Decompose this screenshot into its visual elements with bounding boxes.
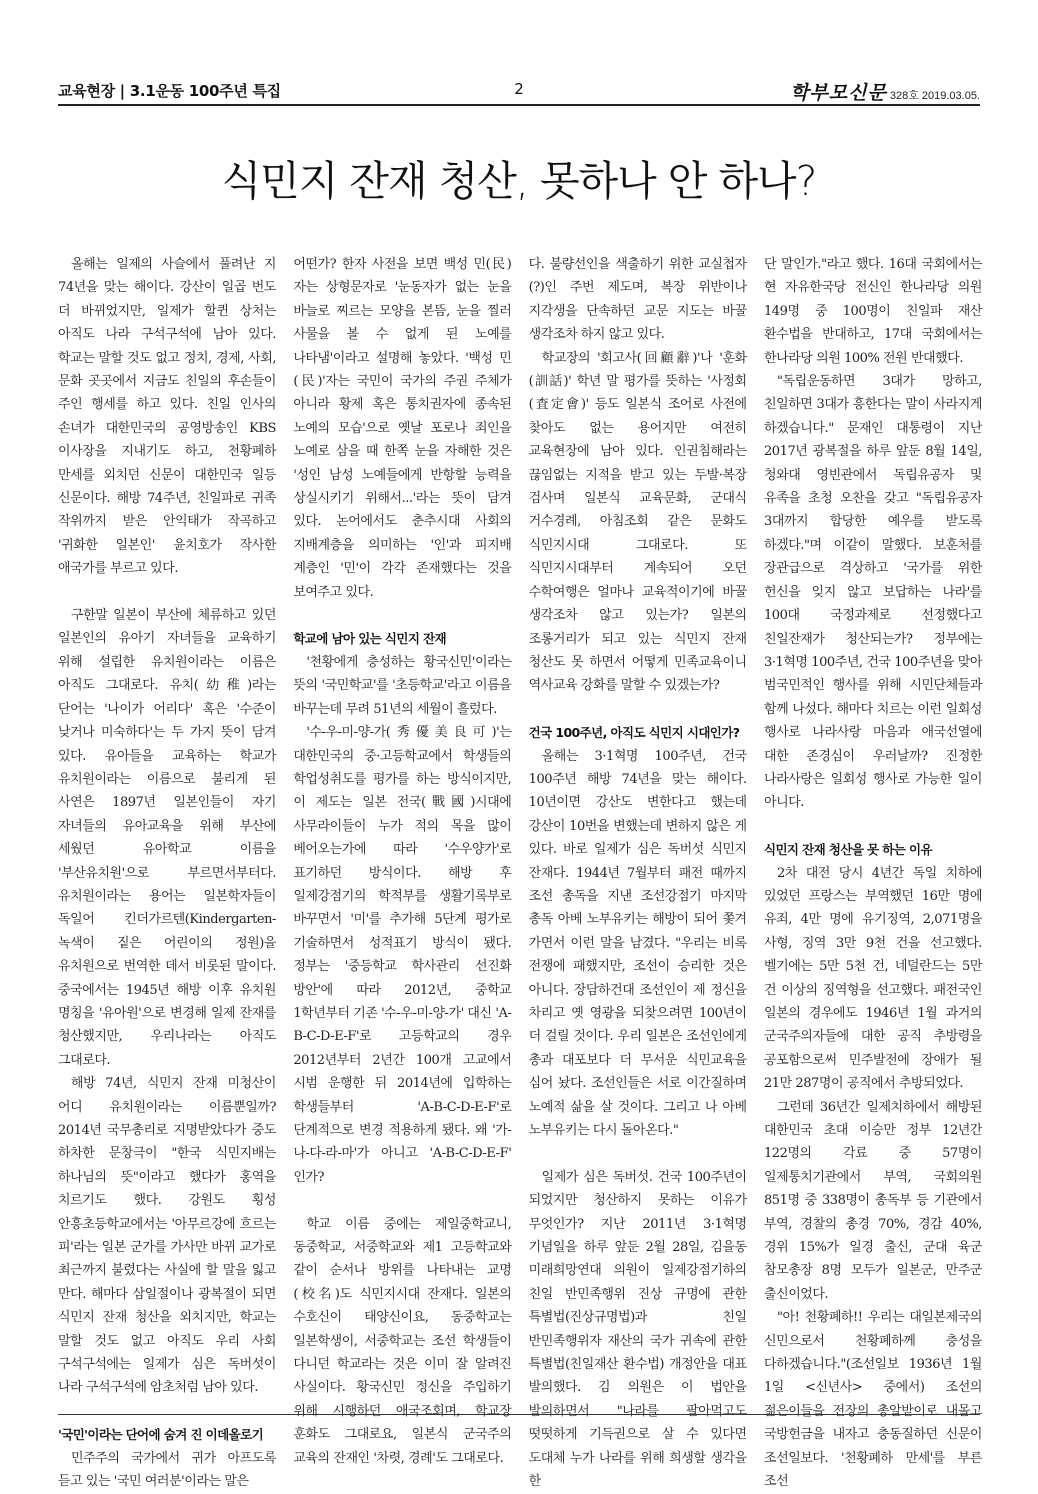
paragraph-spacer (58, 581, 276, 604)
paragraph: 해방 74년, 식민지 잔재 미청산이 어디 유치원이라는 이름뿐일까? 2014년 국무총리로 지명받았다가 중도 하차한 문창극이 "한국 식민지배는 하나님의 뜻"이라고 했다가 홍역을 치르기도 했다. 강원도 횡성 안흥초등학교에서는 '아무르강에 흐르는 피'라는 일본 군가를 가사만 바뀌 교가로 최근까지 불렸다는 사실에 할 말을 잃고 만다. 해마다 삼일절이나 광복절이 되면 식민지 잔재 청산을 외치지만, 학교는 말할 것도 없고 아직도 우리 사회 구석구석에는 일제가 심은 독버섯이 나라 구석구석에 암초처럼 남아 있다. (58, 1076, 276, 1396)
subheading: 학교에 남아 있는 식민지 잔재 (293, 631, 447, 647)
newspaper-logo: 학부모신문 (790, 82, 887, 104)
masthead (790, 78, 980, 105)
footer-rule (58, 1414, 980, 1415)
paragraph: '천황에게 충성하는 황국신민'이라는 뜻의 '국민학교'를 '초등학교'라고 이름을 바꾸는데 무려 51년의 세월이 흘렀다. (293, 654, 512, 717)
paragraph: 민주주의 국가에서 귀가 아프도록 듣고 있는 '국민 여러분'이라는 말은 (58, 1450, 276, 1490)
paragraph-spacer (529, 698, 747, 721)
header-rule (58, 104, 980, 106)
paragraph: 일제가 심은 독버섯. 건국 100주년이 되었지만 청산하지 못하는 이유가 무엇인가? 지난 2011년 3·1혁명 기념일을 하루 앞둔 2월 28일, 김을동 미래희망연대 의원이 일제강점기하의 친일 반민족행위 진상 규명에 관한 특별법(진상규명법)과 친일 반민족행위자 재산의 국가 귀속에 관한 특별법(친일재산 환수법) 개정안을 대표 발의했다. 김 의원은 이 법안을 발의하면서 "나라를 팔아먹고도 떳떳하게 기득권으로 살 수 있다면 도대체 누가 나라를 위해 희생할 생각을 한 (528, 1169, 747, 1490)
issue-date: 328호 2019.03.05. (889, 90, 980, 102)
subheading: '국민'이라는 단어에 숨겨 진 이데올로기 (58, 1427, 264, 1443)
paragraph: 어떤가? 한자 사전을 보면 백성 민(民)자는 상형문자로 '눈동자가 없는 눈을 바늘로 찌르는 모양을 본뜸, 눈을 찔러 사물을 볼 수 없게 된 노예를 나타냄'이라고 설명해 놓았다. '백성 민(民)'자는 국민이 국가의 주권 주체가 아니라 황제 혹은 통치권자에 종속된 노예의 모습'으로 옛날 포로나 죄인을 노예로 삼을 때 한쪽 눈을 자해한 것은 '성인 남성 노예들에게 반항할 능력을 상실시키기 위해서...'라는 뜻이 담겨 있다. 논어에서도 춘추시대 사회의 지배계층을 의미하는 '인'과 피지배 계층인 '민'이 각각 존재했다는 것을 보여주고 있다. (293, 257, 512, 600)
paragraph: '수-우-미-양-가(秀優美良可)'는 대한민국의 중·고등학교에서 학생들의 학업성취도를 평가를 하는 방식이지만, 이 제도는 일본 전국(戰國)시대에 사무라이들이 누가 적의 목을 많이 베어오는가에 따라 '수우양가'로 표기하던 방식이다. 해방 후 일제강점기의 학적부를 생활기록부로 바꾸면서 '미'를 추가해 5단계 평가로 기술하면서 성적표기 방식이 됐다. 정부는 '중등학교 학사관리 선진화 방안'에 따라 2012년, 중학교 1학년부터 기존 '수-우-미-양-가' 대신 'A-B-C-D-E-F'로 고등학교의 경우 2012년부터 2년간 100개 고교에서 시범 운행한 뒤 2014년에 입학하는 학생들부터 'A-B-C-D-E-F'로 단계적으로 변경 적용하게 됐다. 왜 '가-나-다-라-마'가 아니고 'A-B-C-D-E-F' 인가? (293, 725, 512, 1185)
article-column-4 (763, 253, 982, 1490)
paragraph: 학교 이름 중에는 제일중학교니, 동중학교, 서중학교와 제1 고등학교와 같이 순서나 방위를 나타내는 교명(校名)도 식민지시대 잔재다. 일본의 수호신이 태양신이요, 동중학교는 일본학생이, 서중학교는 조선 학생들이 다니던 학교라는 것은 이미 잘 알려진 사실이다. 황국신민 정신을 주입하기 위해 시행하던 애국조회며, 학교장 훈화도 그대로요, 일본식 군국주의 교육의 잔재인 '차렷, 경례'도 그대로다. (293, 1216, 512, 1466)
page-header (58, 80, 980, 106)
paragraph-spacer (293, 604, 511, 627)
subheading: 식민지 잔재 청산을 못 하는 이유 (763, 842, 932, 858)
page-number: 2 (514, 80, 524, 98)
section-label: 교육현장 | 3.1운동 100주년 특집 (58, 82, 281, 100)
article-column-3 (528, 253, 747, 1490)
subheading: 건국 100주년, 아직도 식민지 시대인가? (528, 725, 740, 741)
article-column-2 (293, 253, 512, 1466)
paragraph: 다. 불량선인을 색출하기 위한 교실첩자(?)인 주번 제도며, 복장 위반이나 지각생을 단속하던 교문 지도는 바꿀 생각조차 하지 않고 있다. (528, 257, 747, 343)
paragraph-spacer (529, 1142, 747, 1165)
paragraph: 올해는 일제의 사슬에서 풀려난 지 74년을 맞는 해이다. 강산이 일곱 번도 더 바뀌었지만, 일제가 할퀸 상처는 아직도 나라 구석구석에 남아 있다. 학교는 말할 것도 없고 정치, 경제, 사회, 문화 곳곳에서 지금도 친일의 후손들이 주인 행세를 하고 있다. 친일 인사의 손녀가 대한민국의 공영방송인 KBS 이사장을 지내기도 하고, 천황폐하 만세를 외치던 신문이 대한민국 일등 신문이다. 해방 74주년, 친일파로 귀족 작위까지 받은 안익태가 작곡하고 '귀화한 일본인' 윤치호가 작사한 애국가를 부르고 있다. (58, 257, 276, 577)
paragraph: 구한말 일본이 부산에 체류하고 있던 일본인의 유아기 자녀들을 교육하기 위해 설립한 유치원이라는 이름은 아직도 그대로다. 유치(幼稚)라는 단어는 '나이가 어리다' 혹은 '수준이 낮거나 미숙하다'는 두 가지 뜻이 담겨 있다. 유아들을 교육하는 학교가 유치원이라는 이름으로 불리게 된 사연은 1897년 일본인들이 자기 자녀들의 유아교육을 위해 부산에 세웠던 유아학교 이름을 '부산유치원'으로 부르면서부터다. 유치원이라는 용어는 일본학자들이 독일어 킨더가르텐(Kindergarten-녹색이 짙은 어린이의 정원)을 유치원으로 번역한 데서 비롯된 말이다. 중국에서는 1945년 해방 이후 유치원 명칭을 '유아원'으로 변경해 일제 잔재를 청산했지만, 우리나라는 아직도 그대로다. (58, 608, 276, 1068)
paragraph-spacer (58, 1400, 276, 1423)
paragraph: 단 말인가."라고 했다. 16대 국회에서는 현 자유한국당 전신인 한나라당 의원 149명 중 100명이 친일파 재산 환수법을 반대하고, 17대 국회에서는 한나라당 의원 100% 전원 반대했다. (763, 257, 982, 366)
article-body (58, 253, 982, 1490)
article-column-1 (58, 253, 276, 1490)
paragraph: 2차 대전 당시 4년간 독일 치하에 있었던 프랑스는 부역했던 16만 명에 유죄, 4만 명에 유기징역, 2,071명을 사형, 징역 3만 9천 건을 선고했다. 벨기에는 5만 5천 건, 네덜란드는 5만 건 이상의 징역형을 선고했다. 패전국인 일본의 경우에도 1946년 1월 과거의 군국주의자들에 대한 공직 추방령을 공포함으로써 민주발전에 장애가 될 21만 287명이 공직에서 추방되었다. (763, 865, 982, 1092)
article-headline: 식민지 잔재 청산, 못하나 안 하나? (221, 157, 817, 205)
paragraph: "아! 천황폐하!! 우리는 대일본제국의 신민으로서 천황폐하께 충성을 다하겠습니다."(조선일보 1936년 1월 1일 <신년사> 중에서) 조선의 젊은이들을 전장의 총알받이로 내몰고 국방헌금을 내자고 충동질하던 신문이 조선일보다. '천황폐하 만세'를 부른 조선 (763, 1310, 982, 1490)
paragraph: 그런데 36년간 일제치하에서 해방된 대한민국 초대 이승만 정부 12년간 122명의 각료 중 57명이 일제통치기관에서 부역, 국회의원 851명 중 338명이 총독부 등 기관에서 부역, 경찰의 총경 70%, 경감 40%, 경위 15%가 일경 출신, 군대 육군 참모총장 8명 모두가 일본군, 만주군 출신이었다. (763, 1099, 982, 1302)
paragraph: "독립운동하면 3대가 망하고, 친일하면 3대가 흥한다는 말이 사라지게 하겠습니다." 문재인 대통령이 지난 2017년 광복절을 하루 앞둔 8월 14일, 청와대 영빈관에서 독립유공자 및 유족을 초청 오찬을 갖고 "독립유공자 3대까지 합당한 예우를 받도록 하겠다."며 이같이 말했다. 보훈처를 장관급으로 격상하고 '국가를 위한 헌신을 잊지 않고 보답하는 나라'를 100대 국정과제로 선정했다고 친일잔재가 청산되는가? 정부에는 3·1혁명 100주년, 건국 100주년을 맞아 범국민적인 행사를 위해 시민단체들과 함께 나섰다. 해마다 치르는 이런 일회성 행사로 나라사랑 마음과 애국선열에 대한 존경심이 우러날까? 진정한 나라사랑은 일회성 행사로 가능한 일이 아니다. (763, 374, 982, 811)
paragraph-spacer (293, 1189, 511, 1212)
paragraph-spacer (764, 815, 982, 838)
paragraph: 학교장의 '회고사(回顧辭)'나 '훈화(訓話)' 학년 말 평가를 뜻하는 '사정회(査定會)' 등도 일본식 조어로 사전에 찾아도 없는 용어지만 여전히 교육현장에 남아 있다. 인권침해라는 끊임없는 지적을 받고 있는 두발·복장 검사며 일본식 교육문화, 군대식 거수경례, 아침조회 같은 문화도 식민지시대 그대로다. 또 식민지시대부터 계속되어 오던 수학여행은 얼마나 교육적이기에 바꿀 생각조차 않고 있는가? 일본의 조롱거리가 되고 있는 식민지 잔재 청산도 못 하면서 어떻게 민족교육이니 역사교육 강화를 말할 수 있겠는가? (528, 350, 747, 694)
paragraph: 올해는 3·1혁명 100주년, 건국 100주년 해방 74년을 맞는 해이다. 10년이면 강산도 변한다고 했는데 강산이 10번을 변했는데 변하지 않은 게 있다. 바로 일제가 심은 독버섯 식민지 잔재다. 1944년 7월부터 패전 때까지 조선 총독을 지낸 조선강점기 마지막 총독 아베 노부유키는 해방이 되어 쫓겨 가면서 이런 말을 남겼다. "우리는 비록 전쟁에 패했지만, 조선이 승리한 것은 아니다. 장담하건대 조선인이 제 정신을 차리고 옛 영광을 되찾으려면 100년이 더 걸릴 것이다. 우리 일본은 조선인에게 총과 대포보다 더 무서운 식민교육을 심어 놨다. 조선인들은 서로 이간질하며 노예적 삶을 살 것이다. 그리고 나 아베 노부유키는 다시 돌아온다." (528, 748, 747, 1139)
